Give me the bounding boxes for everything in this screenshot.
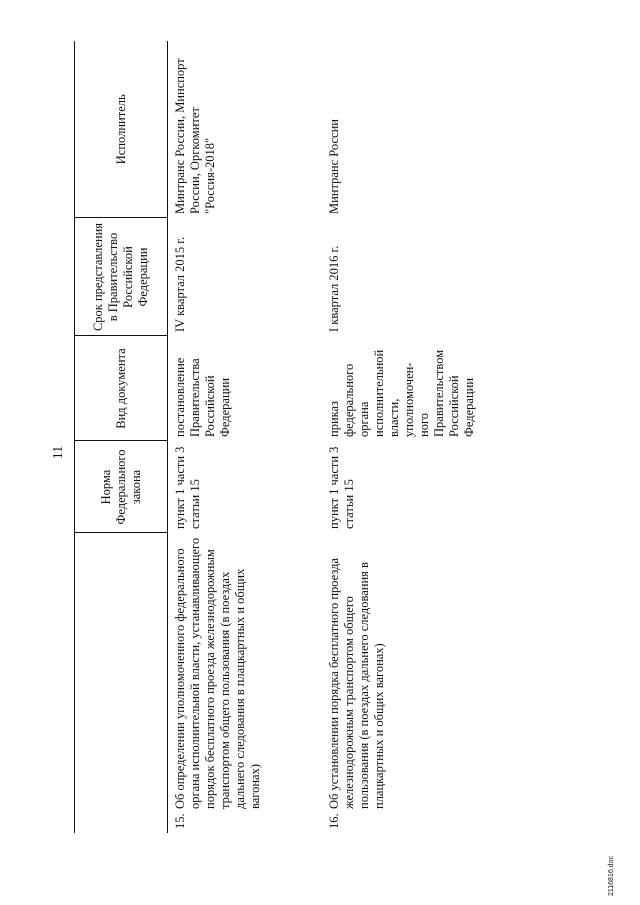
row-title-cell [168,533,324,833]
table-row [168,41,324,833]
row-doc-type: постановление Правительства Российской Федерации [173,357,232,437]
row-executor: Минтранс России, Минспорт России, Оргкомитет "Россия-2018" [173,58,217,214]
header-executor: Исполнитель [75,41,168,218]
row-number: 16. [327,813,341,829]
row-doc-type: приказ федерального органа исполнительной власти, уполномочен-ного Правительством Российской Федерации [327,349,476,437]
table-header-row [75,41,168,833]
row-number: 15. [173,813,187,829]
row-norm: пункт 1 части 3 статьи 15 [327,446,356,529]
header-doc-type: Вид документа [75,336,168,441]
header-deadline: Срок представления в Правительство Российской Федерации [75,218,168,336]
header-name [75,533,168,833]
row-deadline: I квартал 2016 г. [327,245,341,332]
row-executor: Минтранс России [327,119,341,214]
table-row [323,41,477,833]
document-code: 2116816.doc [608,856,615,896]
row-norm: пункт 1 части 3 статьи 15 [173,446,202,529]
header-norm: Норма Федерального закона [75,441,168,533]
row-title: Об определении уполномоченного федерального органа исполнительной власти, устанавливающего порядок бесплатного проезда железнодорожным транспортом общего пользования (в поездах дальнего следования в плацкартных и общих вагонах) [173,537,262,809]
row-title-cell [323,533,477,833]
legislation-table [74,41,477,833]
row-deadline: IV квартал 2015 г. [173,236,187,332]
page-number: 11 [51,445,66,460]
row-title: Об установлении порядка бесплатного проезда железнодорожным транспортом общего пользования (в поездах дальнего следования в плацкартных и общих вагонах) [327,558,386,809]
